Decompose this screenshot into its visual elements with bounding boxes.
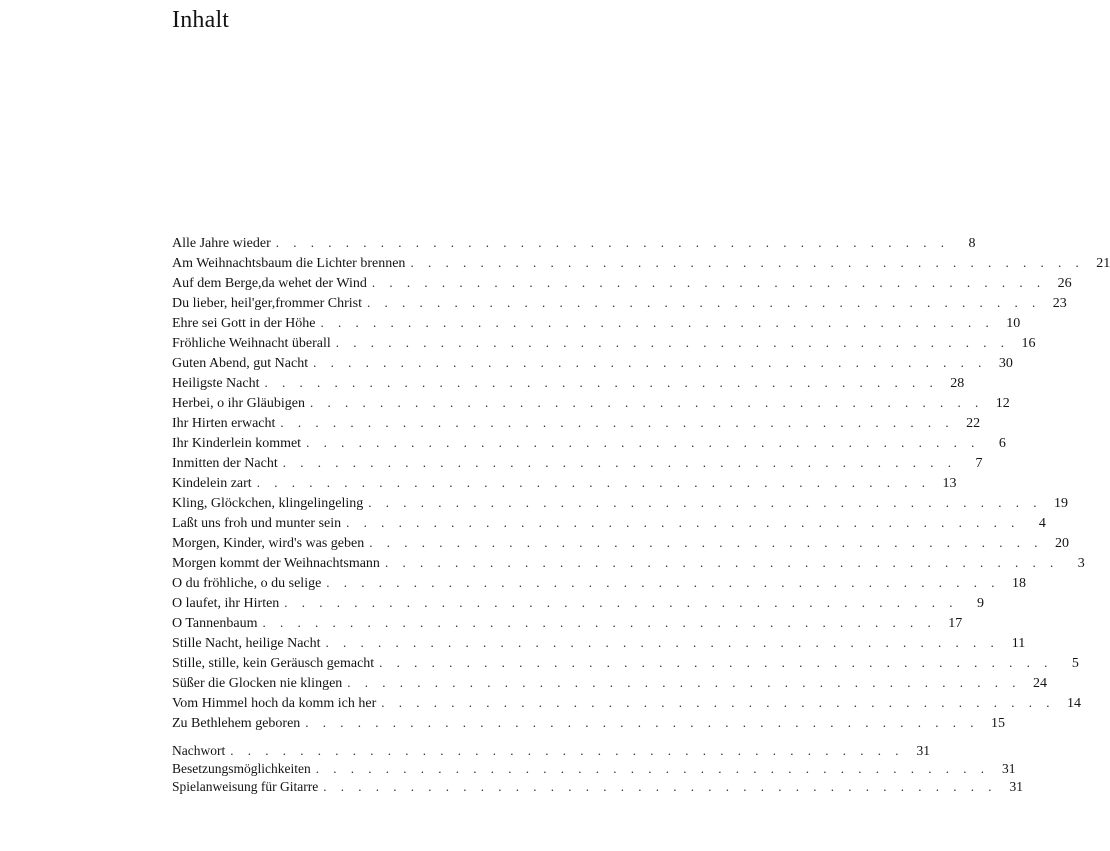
toc-entry-title: O Tannenbaum	[172, 616, 258, 631]
toc-entry	[172, 533, 1069, 553]
toc-entry-title: Guten Abend, gut Nacht	[172, 356, 309, 371]
toc-entry-page-number: 14	[1067, 696, 1082, 711]
toc-entry	[172, 313, 1021, 333]
toc-entry-title: Du lieber, heil'ger,frommer Christ	[172, 296, 362, 311]
toc-entry-title: Morgen, Kinder, wird's was geben	[172, 536, 365, 551]
toc-entry-title: Ehre sei Gott in der Höhe	[172, 316, 316, 331]
dot-leader: . . . . . . . . . . . . . . . . . . . . . . . . . . . . . . . . . . . . . . .	[366, 295, 1041, 310]
toc-entry-page-number: 13	[942, 476, 957, 491]
toc-entry-page-number: 6	[998, 436, 1006, 451]
toc-entry-title: Auf dem Berge,da wehet der Wind	[172, 276, 367, 291]
dot-leader: . . . . . . . . . . . . . . . . . . . . . . . . . . . . . . . . . . . . . . .	[262, 615, 937, 630]
toc-entry-page-number: 18	[1012, 576, 1027, 591]
dot-leader: . . . . . . . . . . . . . . . . . . . . . . . . . . . . . . . . . . . . . . .	[282, 455, 957, 470]
dot-leader: . . . . . . . . . . . . . . . . . . . . . . . . . . . . . . . . . . . . . . .	[256, 475, 931, 490]
toc-entry-title: Besetzungsmöglichkeiten	[172, 761, 311, 776]
toc-entry	[172, 433, 1006, 453]
toc-entry	[172, 333, 1036, 353]
dot-leader: . . . . . . . . . . . . . . . . . . . . . . . . . . . . . . . . . . . . . . .	[371, 275, 1046, 290]
toc-entry-page-number: 7	[975, 456, 983, 471]
toc-entry	[172, 273, 1072, 293]
toc-entry	[172, 473, 957, 493]
toc-entry-page-number: 9	[977, 596, 985, 611]
toc-entry-title: Heiligste Nacht	[172, 376, 260, 391]
dot-leader: . . . . . . . . . . . . . . . . . . . . . . . . . . . . . . . . . . . . . . .	[381, 695, 1056, 710]
toc-entry-title: Morgen kommt der Weihnachtsmann	[172, 556, 380, 571]
dot-leader: . . . . . . . . . . . . . . . . . . . . . . . . . . . . . . . . . . . . . . .	[346, 515, 1020, 530]
toc-entry-page-number: 22	[966, 416, 981, 431]
toc-entry-page-number: 23	[1052, 296, 1067, 311]
dot-leader: . . . . . . . . . . . . . . . . . . . . . . . . . . . . . . . . . . . . . . .	[369, 535, 1043, 550]
dot-leader: . . . . . . . . . . . . . . . . . . . . . . . . . . . . . . . . . . . . . . .	[384, 555, 1059, 570]
toc-entry	[172, 393, 1010, 413]
toc-entry-page-number: 30	[998, 356, 1013, 371]
toc-entry-title: Laßt uns froh und munter sein	[172, 516, 342, 531]
dot-leader: . . . . . . . . . . . . . . . . . . . . . . . . . . . . . . . . . . . . . . .	[320, 315, 995, 330]
toc-entry-page-number: 26	[1057, 276, 1072, 291]
toc-entry	[172, 453, 983, 473]
toc-entry-title: Zu Bethlehem geboren	[172, 716, 301, 731]
toc-entry	[172, 353, 1013, 373]
toc-entry-page-number: 16	[1021, 336, 1036, 351]
dot-leader: . . . . . . . . . . . . . . . . . . . . . . . . . . . . . . . . . . . . . . .	[368, 495, 1043, 510]
toc-entry	[172, 593, 985, 613]
toc-entry-title: Süßer die Glocken nie klingen	[172, 676, 343, 691]
toc-entry-title: Stille Nacht, heilige Nacht	[172, 636, 321, 651]
toc-entry-page-number: 15	[991, 716, 1006, 731]
dot-leader: . . . . . . . . . . . . . . . . . . . . . . . . . . . . . . . . . . . . . . .	[230, 743, 904, 758]
toc-entry	[172, 633, 1026, 653]
dot-leader: . . . . . . . . . . . . . . . . . . . . . . . . . . . . . . . . . . . . . . .	[326, 575, 1001, 590]
toc-entry-title: Herbei, o ihr Gläubigen	[172, 396, 305, 411]
toc-entry	[172, 293, 1067, 313]
toc-entry-title: Vom Himmel hoch da komm ich her	[172, 696, 377, 711]
table-of-contents	[172, 233, 1110, 733]
dot-leader: . . . . . . . . . . . . . . . . . . . . . . . . . . . . . . . . . . . . . . .	[280, 415, 955, 430]
toc-entry-title: Spielanweisung für Gitarre	[172, 779, 319, 794]
toc-entry	[172, 778, 1023, 796]
dot-leader: . . . . . . . . . . . . . . . . . . . . . . . . . . . . . . . . . . . . . . .	[309, 395, 984, 410]
toc-entry-page-number: 19	[1054, 496, 1069, 511]
dot-leader: . . . . . . . . . . . . . . . . . . . . . . . . . . . . . . . . . . . . . . .	[284, 595, 959, 610]
dot-leader: . . . . . . . . . . . . . . . . . . . . . . . . . . . . . . . . . . . . . . .	[315, 761, 990, 776]
toc-entry-page-number: 8	[968, 236, 976, 251]
toc-entry-title: Fröhliche Weihnacht überall	[172, 336, 331, 351]
toc-entry-page-number: 17	[948, 616, 963, 631]
toc-entry-title: Kling, Glöckchen, klingelingeling	[172, 496, 364, 511]
toc-entry-title: Alle Jahre wieder	[172, 236, 271, 251]
dot-leader: . . . . . . . . . . . . . . . . . . . . . . . . . . . . . . . . . . . . . . .	[275, 235, 950, 250]
toc-entry-page-number: 4	[1038, 516, 1046, 531]
toc-entry	[172, 573, 1027, 593]
toc-entry-page-number: 5	[1071, 656, 1079, 671]
toc-entry	[172, 693, 1082, 713]
dot-leader: . . . . . . . . . . . . . . . . . . . . . . . . . . . . . . . . . . . . . . .	[410, 255, 1085, 270]
toc-entry-title: O laufet, ihr Hirten	[172, 596, 280, 611]
toc-entry-title: Nachwort	[172, 743, 226, 758]
toc-entry-page-number: 28	[950, 376, 965, 391]
toc-entry	[172, 513, 1046, 533]
toc-entry-page-number: 31	[1009, 779, 1023, 794]
toc-entry	[172, 373, 965, 393]
toc-entry-page-number: 31	[916, 743, 930, 758]
toc-entry-title: Ihr Hirten erwacht	[172, 416, 276, 431]
toc-entry	[172, 653, 1079, 673]
toc-entry-page-number: 20	[1054, 536, 1069, 551]
dot-leader: . . . . . . . . . . . . . . . . . . . . . . . . . . . . . . . . . . . . . . .	[325, 635, 1000, 650]
toc-entry-title: Inmitten der Nacht	[172, 456, 278, 471]
dot-leader: . . . . . . . . . . . . . . . . . . . . . . . . . . . . . . . . . . . . . . .	[306, 435, 980, 450]
toc-entry-title: Am Weihnachtsbaum die Lichter brennen	[172, 256, 406, 271]
dot-leader: . . . . . . . . . . . . . . . . . . . . . . . . . . . . . . . . . . . . . . .	[347, 675, 1022, 690]
toc-entry	[172, 742, 930, 760]
toc-entry-page-number: 3	[1077, 556, 1085, 571]
toc-entry	[172, 673, 1048, 693]
dot-leader: . . . . . . . . . . . . . . . . . . . . . . . . . . . . . . . . . . . . . . .	[264, 375, 939, 390]
toc-entry	[172, 253, 1110, 273]
dot-leader: . . . . . . . . . . . . . . . . . . . . . . . . . . . . . . . . . . . . . . .	[323, 779, 997, 794]
toc-entry	[172, 233, 976, 253]
toc-entry-page-number: 21	[1096, 256, 1110, 271]
toc-entry-page-number: 11	[1011, 636, 1026, 651]
toc-entry-title: Stille, stille, kein Geräusch gemacht	[172, 656, 375, 671]
toc-entry-title: Ihr Kinderlein kommet	[172, 436, 302, 451]
toc-entry	[172, 413, 981, 433]
toc-entry-page-number: 12	[995, 396, 1010, 411]
page-title: Inhalt	[172, 7, 230, 33]
toc-entry	[172, 553, 1085, 573]
dot-leader: . . . . . . . . . . . . . . . . . . . . . . . . . . . . . . . . . . . . . . .	[305, 715, 980, 730]
toc-entry	[172, 760, 1016, 778]
toc-entry-page-number: 10	[1006, 316, 1021, 331]
toc-entry	[172, 713, 1006, 733]
dot-leader: . . . . . . . . . . . . . . . . . . . . . . . . . . . . . . . . . . . . . . .	[335, 335, 1010, 350]
toc-entry-page-number: 24	[1033, 676, 1048, 691]
dot-leader: . . . . . . . . . . . . . . . . . . . . . . . . . . . . . . . . . . . . . . .	[379, 655, 1053, 670]
dot-leader: . . . . . . . . . . . . . . . . . . . . . . . . . . . . . . . . . . . . . . .	[313, 355, 987, 370]
table-of-contents-appendix	[172, 742, 1023, 796]
toc-entry	[172, 493, 1069, 513]
toc-entry-title: O du fröhliche, o du selige	[172, 576, 322, 591]
toc-entry	[172, 613, 963, 633]
toc-entry-title: Kindelein zart	[172, 476, 252, 491]
toc-entry-page-number: 31	[1001, 761, 1016, 776]
